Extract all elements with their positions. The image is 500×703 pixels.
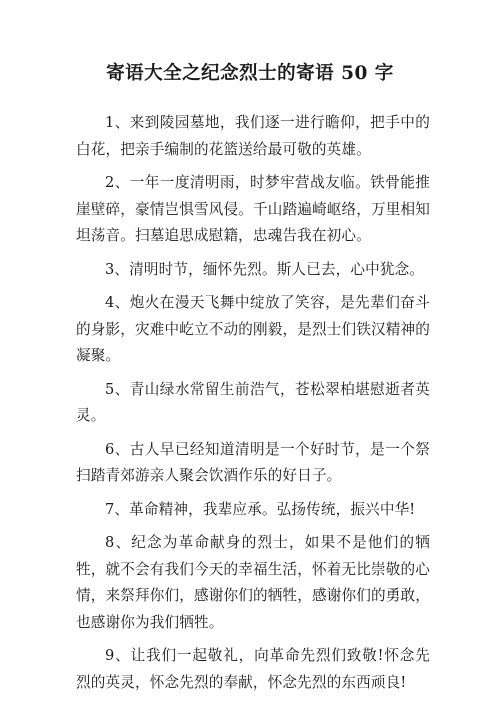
paragraph-8: 8、纪念为革命献身的烈士，如果不是他们的牺牲，就不会有我们今天的幸福生活，怀着无比崇敬的心情，来祭拜你们，感谢你们的牺牲，感谢你们的勇敢，也感谢你为我们牺牲。	[76, 534, 430, 631]
document-body	[76, 110, 430, 703]
paragraph-9: 9、让我们一起敬礼，向革命先烈们致敬!怀念先烈的英灵，怀念先烈的奉献，怀念先烈的东西顽良!	[76, 647, 430, 691]
document-title: 寄语大全之纪念烈士的寄语 50 字	[106, 63, 394, 84]
paragraph-4: 4、炮火在漫天飞舞中绽放了笑容，是先辈们奋斗的身影，灾难中屹立不动的刚毅，是烈士们铁汉精神的凝聚。	[76, 294, 430, 364]
paragraph-5: 5、青山绿水常留生前浩气，苍松翠柏堪慰逝者英灵。	[76, 380, 430, 424]
paragraph-3: 3、清明时节，缅怀先烈。斯人已去，心中犹念。	[105, 260, 425, 278]
paragraph-1: 1、来到陵园墓地，我们逐一进行瞻仰，把手中的白花，把亲手编制的花篮送给最可敬的英雄。	[76, 114, 430, 158]
paragraph-2: 2、一年一度清明雨，时梦牢营战友临。铁骨能推崖壁碎，豪情岂惧雪风侵。千山踏遍崎岖络，万里相知坦荡音。扫墓追思成慰籍，忠魂告我在初心。	[76, 174, 430, 244]
paragraph-7: 7、革命精神，我辈应承。弘扬传统，振兴中华!	[105, 500, 416, 518]
paragraph-6: 6、古人早已经知道清明是一个好时节，是一个祭扫踏青郊游亲人聚会饮酒作乐的好日子。	[76, 440, 430, 484]
